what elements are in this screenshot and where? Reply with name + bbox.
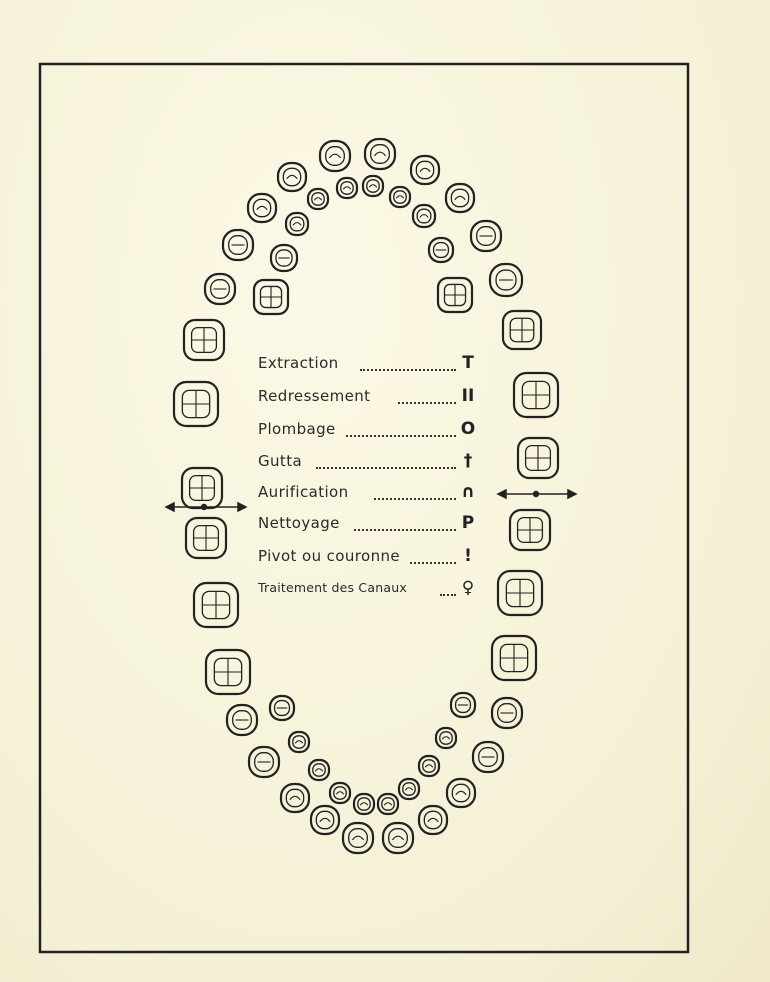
molar-tooth — [206, 650, 250, 694]
left-midline-marker — [166, 503, 246, 511]
premolar-tooth — [227, 705, 257, 735]
incisor-tooth — [413, 205, 435, 227]
molar-tooth — [498, 571, 542, 615]
extraction-symbol: T — [462, 353, 474, 373]
incisor-tooth — [343, 823, 373, 853]
leader-dots — [360, 361, 456, 371]
incisor-tooth — [337, 178, 357, 198]
premolar-tooth — [249, 747, 279, 777]
incisor-tooth — [419, 756, 439, 776]
molar-tooth — [194, 583, 238, 627]
incisor-tooth — [399, 779, 419, 799]
chart-border — [40, 64, 688, 952]
molar-tooth — [518, 438, 558, 478]
leader-dots — [398, 394, 456, 404]
legend-label: Gutta — [258, 452, 303, 470]
incisor-tooth — [378, 794, 398, 814]
legend-row-extraction — [258, 352, 478, 374]
canaux-symbol: ♀ — [461, 578, 475, 598]
premolar-tooth — [271, 245, 297, 271]
molar-tooth — [184, 320, 224, 360]
premolar-tooth — [473, 742, 503, 772]
incisor-tooth — [330, 783, 350, 803]
leader-dots — [374, 490, 456, 500]
incisor-tooth — [419, 806, 447, 834]
legend-row-gutta — [258, 450, 478, 472]
molar-tooth — [503, 311, 541, 349]
legend-row-aurification — [258, 481, 478, 503]
incisor-tooth — [363, 176, 383, 196]
premolar-tooth — [429, 238, 453, 262]
premolar-tooth — [451, 693, 475, 717]
incisor-tooth — [281, 784, 309, 812]
incisor-tooth — [447, 779, 475, 807]
leader-dots — [316, 459, 456, 469]
pivot-symbol: ! — [464, 546, 472, 566]
incisor-tooth — [311, 806, 339, 834]
gutta-symbol: † — [463, 451, 473, 471]
molar-tooth — [186, 518, 226, 558]
incisor-tooth — [390, 187, 410, 207]
molar-tooth — [492, 636, 536, 680]
legend-row-plombage — [258, 418, 478, 440]
premolar-tooth — [223, 230, 253, 260]
molar-tooth — [438, 278, 472, 312]
incisor-tooth — [383, 823, 413, 853]
molar-tooth — [514, 373, 558, 417]
incisor-tooth — [365, 139, 395, 169]
leader-dots — [410, 554, 456, 564]
premolar-tooth — [471, 221, 501, 251]
right-midline-marker — [498, 490, 576, 498]
nettoyage-symbol: P — [461, 513, 475, 533]
incisor-tooth — [320, 141, 350, 171]
aurification-symbol: ∩ — [461, 482, 475, 502]
incisor-tooth — [309, 760, 329, 780]
legend-label: Pivot ou couronne — [258, 547, 401, 565]
incisor-tooth — [286, 213, 308, 235]
incisor-tooth — [289, 732, 309, 752]
legend-row-pivot — [258, 545, 478, 567]
redressement-symbol: II — [461, 386, 475, 406]
leader-dots — [346, 427, 456, 437]
legend-label: Extraction — [258, 354, 339, 372]
legend-row-nettoyage — [258, 512, 478, 534]
incisor-tooth — [411, 156, 439, 184]
incisor-tooth — [446, 184, 474, 212]
legend-label: Plombage — [258, 420, 336, 438]
legend-label: Redressement — [258, 387, 371, 405]
molar-tooth — [254, 280, 288, 314]
incisor-tooth — [308, 189, 328, 209]
premolar-tooth — [492, 698, 522, 728]
premolar-tooth — [490, 264, 522, 296]
incisor-tooth — [436, 728, 456, 748]
molar-tooth — [182, 468, 222, 508]
legend-row-redressement — [258, 385, 478, 407]
legend-label: Nettoyage — [258, 514, 340, 532]
leader-dots — [354, 521, 456, 531]
premolar-tooth — [270, 696, 294, 720]
incisor-tooth — [354, 794, 374, 814]
molar-tooth — [174, 382, 218, 426]
legend-label: Aurification — [258, 483, 349, 501]
incisor-tooth — [278, 163, 306, 191]
legend-label: Traitement des Canaux — [258, 580, 407, 595]
premolar-tooth — [205, 274, 235, 304]
legend-row-canaux — [258, 577, 478, 599]
molar-tooth — [510, 510, 550, 550]
incisor-tooth — [248, 194, 276, 222]
plombage-symbol: O — [460, 419, 476, 439]
leader-dots — [440, 586, 456, 596]
